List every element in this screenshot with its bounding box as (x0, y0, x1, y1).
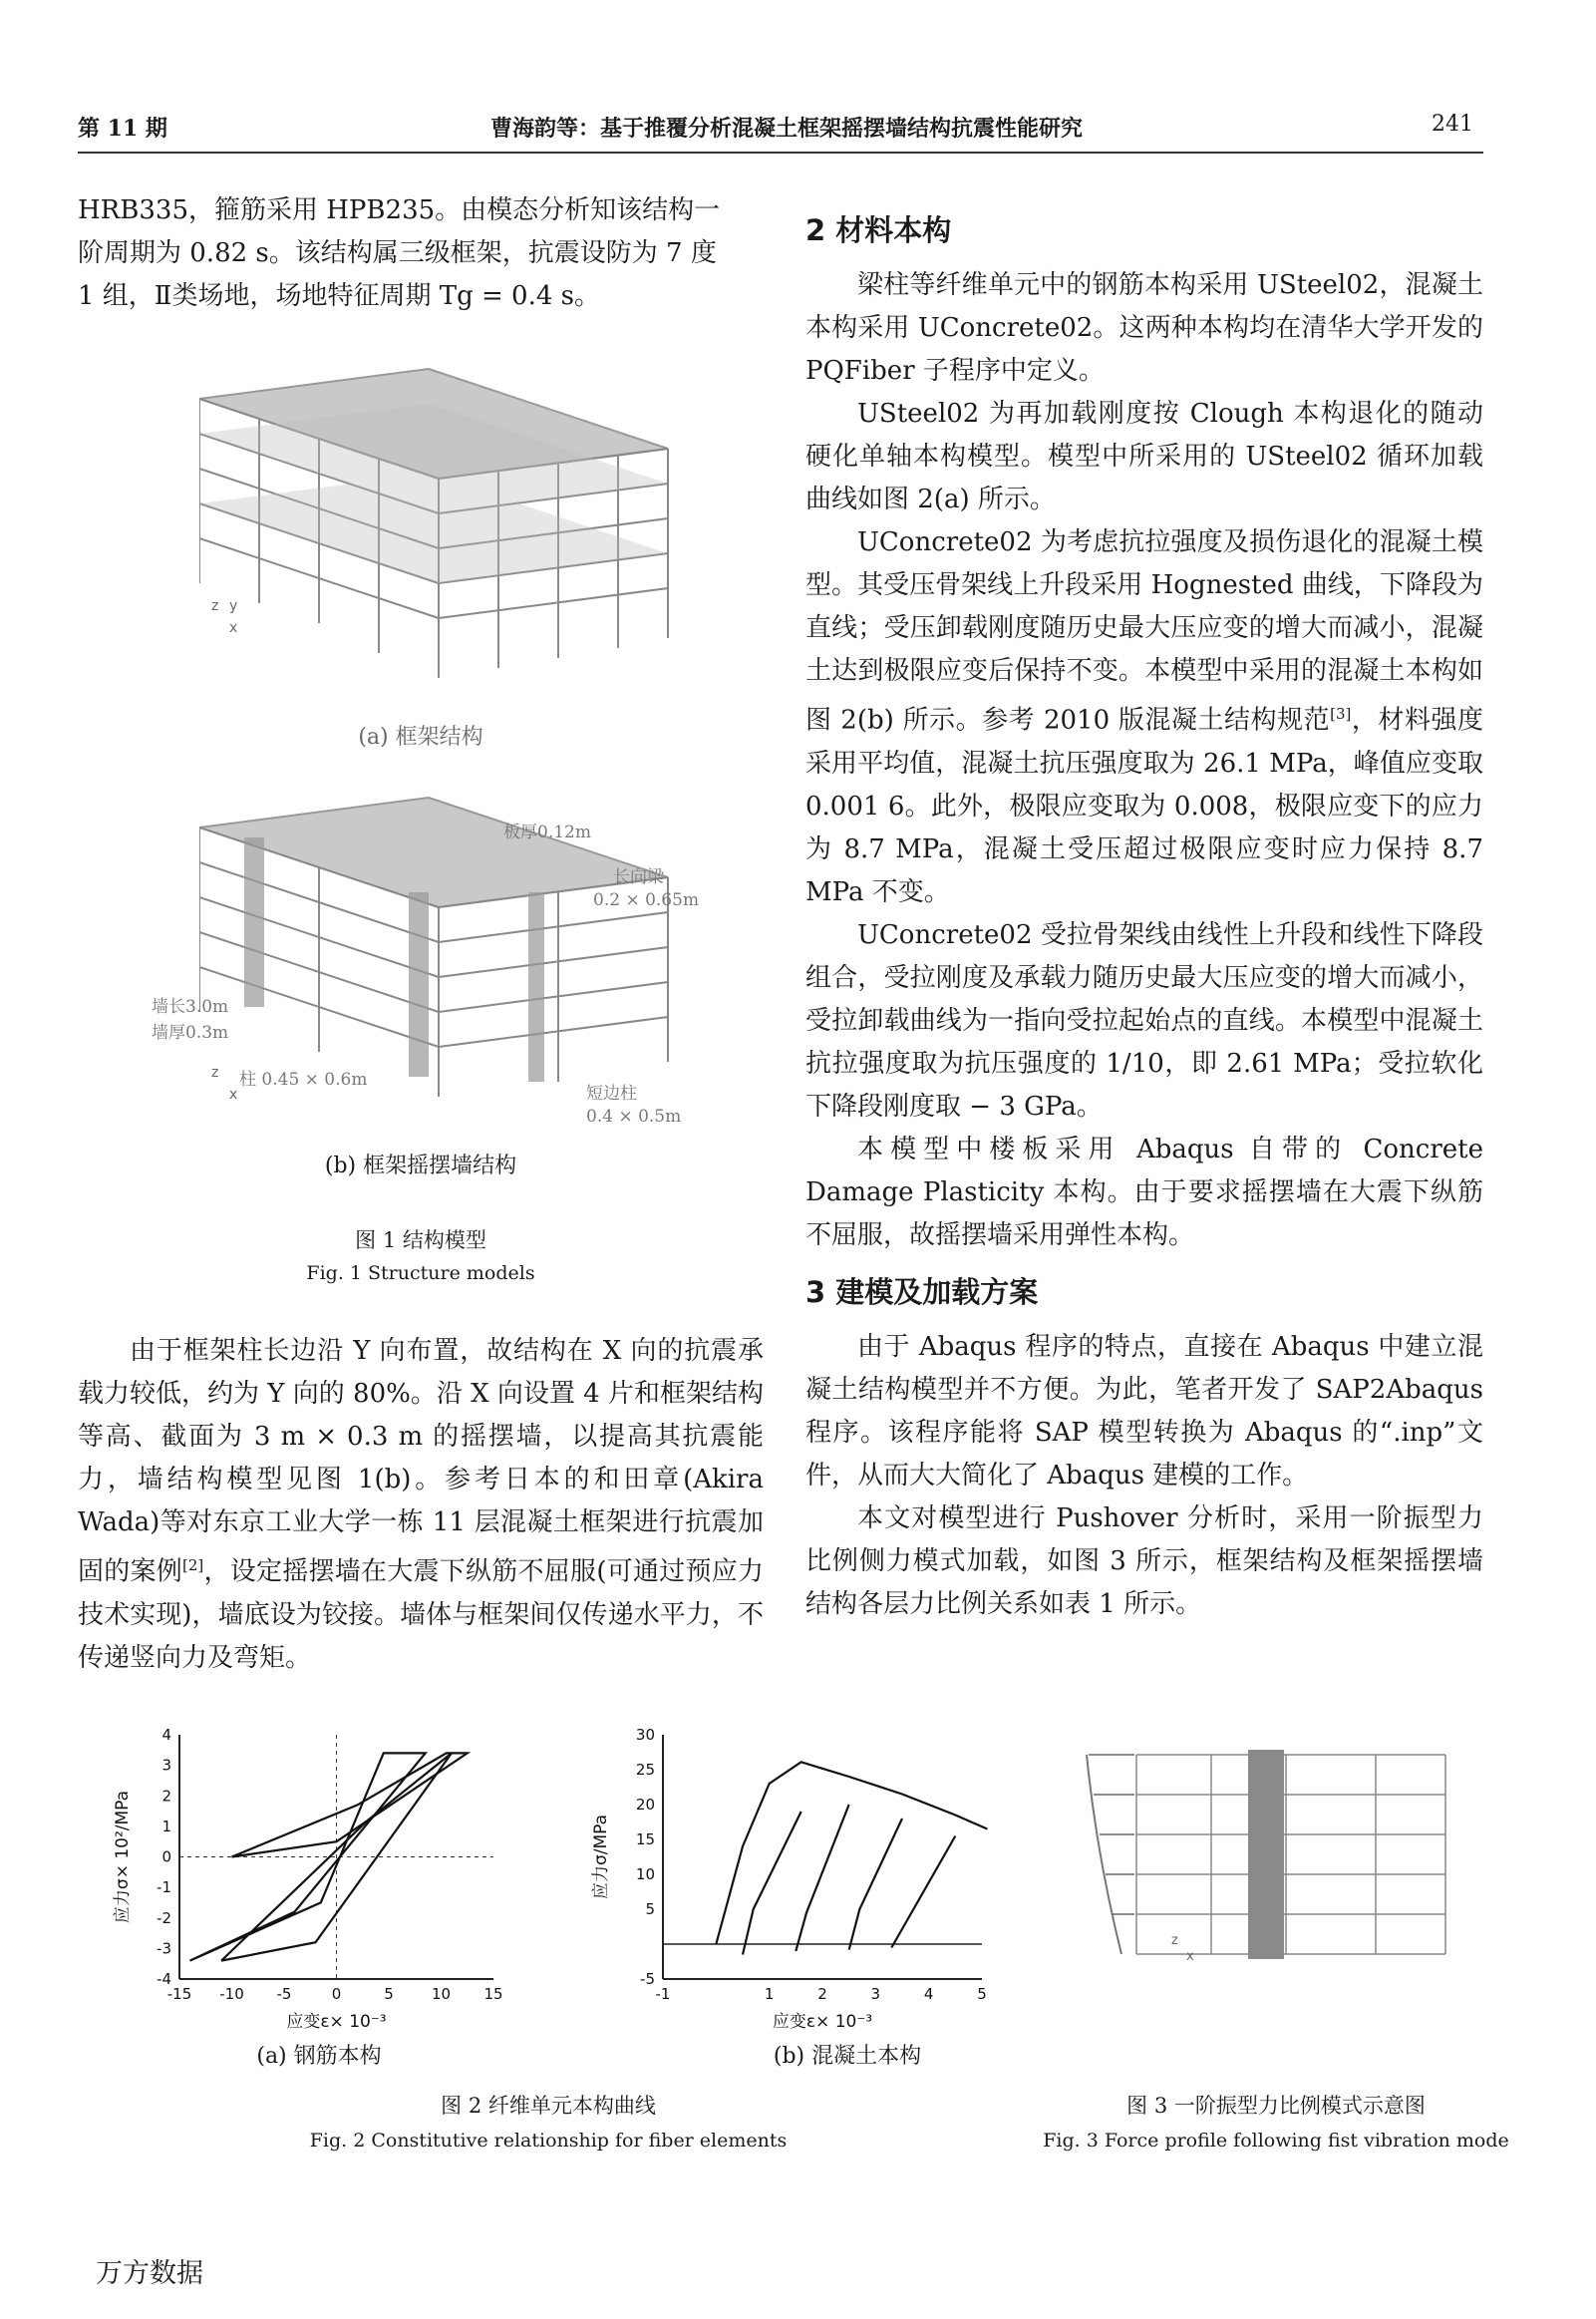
axis-z-label: z (211, 598, 219, 614)
y-tick-label: -3 (157, 1939, 171, 1958)
paragraph: USteel02 为再加载刚度按 Clough 本构退化的随动硬化单轴本构模型。模型中所采用的 USteel02 循环加载曲线如图 2(a) 所示。 (805, 399, 1483, 514)
short-column-annotation: 短边柱 (586, 1084, 637, 1104)
section-2-heading: 2 材料本构 (805, 213, 952, 247)
figure-3-caption-cn: 图 3 一阶振型力比例模式示意图 (1126, 2094, 1426, 2118)
y-tick-label: 3 (161, 1756, 171, 1775)
paragraph: UConcrete02 受拉骨架线由线性上升段和线性下降段组合，受拉刚度及承载力随历史最大压应变的增大而减小，受拉卸载曲线为一指向受拉起始点的直线。本模型中混凝土抗拉强度取为抗压强度的 1/10，即 2.61 MPa；受拉软化下降段刚度取 − 3 GPa。 (805, 919, 1483, 1122)
column-size-annotation: 柱 0.45 × 0.6m (239, 1070, 368, 1090)
y-tick-label: -4 (157, 1970, 171, 1988)
axis-y-label: y (229, 598, 238, 614)
figure-1a-frame-model (199, 349, 718, 688)
long-beam-size-annotation: 0.2 × 0.65m (593, 890, 700, 910)
paragraph (805, 521, 1483, 914)
left-top-paragraph (78, 189, 764, 318)
paragraph-text: ，设定摇摆墙在大震下纵筋不屈服(可通过预应力技术实现)，墙底设为铰接。墙体与框架间仅传递水平力，不传递竖向力及弯矩。 (78, 1556, 764, 1673)
left-bottom-paragraph (78, 1330, 764, 1680)
citation-ref: [3] (1330, 705, 1352, 723)
x-tick-label: -5 (276, 1985, 292, 2003)
citation-ref: [2] (182, 1556, 204, 1574)
header-rule (78, 152, 1483, 154)
y-axis-label: 应力σ× 10²/MPa (113, 1790, 133, 1924)
x-axis-label: 应变ε× 10⁻³ (772, 2012, 873, 2032)
paragraph: 本模型中楼板采用 Abaqus 自带的 Concrete Damage Plasticity 本构。由于要求摇摆墙在大震下纵筋不屈服，故摇摆墙采用弹性本构。 (805, 1134, 1483, 1250)
text-line: 阶周期为 0.82 s。该结构属三级框架，抗震设防为 7 度 (78, 238, 717, 268)
series-line (849, 1819, 902, 1950)
paragraph: 梁柱等纤维单元中的钢筋本构采用 USteel02，混凝土本构采用 UConcrete02。这两种本构均在清华大学开发的 PQFiber 子程序中定义。 (805, 270, 1483, 386)
y-tick-label: -2 (157, 1908, 171, 1927)
figure-2a-steel-chart (110, 1720, 528, 2049)
x-tick-label: 4 (923, 1985, 934, 2003)
y-tick-label: 4 (161, 1726, 171, 1744)
y-tick-label: 15 (635, 1830, 655, 1848)
figure-2a-caption: (a) 钢筋本构 (256, 2044, 382, 2069)
page-number: 241 (1432, 112, 1473, 137)
series-line (796, 1805, 848, 1951)
figure-1-caption-en: Fig. 1 Structure models (306, 1262, 535, 1284)
x-tick-label: 3 (870, 1985, 881, 2003)
section-3-heading: 3 建模及加载方案 (805, 1274, 1039, 1309)
x-tick-label: 2 (817, 1985, 827, 2003)
paragraph: 本文对模型进行 Pushover 分析时，采用一阶振型力比例侧力模式加载，如图 3 所示，框架结构及框架摇摆墙结构各层力比例关系如表 1 所示。 (805, 1502, 1483, 1619)
series-line (743, 1812, 801, 1955)
y-tick-label: 20 (635, 1796, 655, 1814)
figure-2b-caption: (b) 混凝土本构 (773, 2044, 922, 2069)
wall-thickness-annotation: 墙厚0.3m (152, 1023, 229, 1043)
x-tick-label: 10 (431, 1985, 452, 2003)
figure-1b-caption: (b) 框架摇摆墙结构 (324, 1154, 517, 1178)
series-line (891, 1836, 955, 1948)
y-tick-label: 25 (635, 1761, 655, 1779)
figure-1-caption-cn: 图 1 结构模型 (355, 1228, 486, 1252)
figure-2b-concrete-chart (588, 1720, 1007, 2049)
axis-z-label: z (211, 1065, 219, 1081)
x-tick-label: 5 (384, 1985, 394, 2003)
text-line: 1 组，Ⅱ类场地，场地特征周期 Tg = 0.4 s。 (78, 281, 600, 311)
x-tick-label: -10 (219, 1985, 244, 2003)
y-tick-label: 0 (161, 1847, 171, 1866)
text-line: HRB335，箍筋采用 HPB235。由模态分析知该结构一 (78, 195, 721, 225)
figure-1b-rocking-wall-model (199, 778, 718, 1107)
short-column-size-annotation: 0.4 × 0.5m (586, 1107, 682, 1127)
right-column (805, 209, 1483, 1626)
issue-number: 第 11 期 (78, 116, 167, 142)
y-tick-label: 1 (161, 1817, 171, 1835)
x-tick-label: -15 (166, 1985, 192, 2003)
paragraph-text: ，材料强度采用平均值，混凝土抗压强度取为 26.1 MPa，峰值应变取 0.001 6。此外，极限应变取为 0.008，极限应变下的应力为 8.7 MPa，混凝土受压超过极限应变时应力保持 8.7 MPa 不变。 (805, 705, 1483, 907)
figure-1a-caption: (a) 框架结构 (358, 725, 483, 750)
paragraph-text: UConcrete02 为考虑抗拉强度及损伤退化的混凝土模型。其受压骨架线上升段采用 Hognested 曲线，下降段为直线；受压卸载刚度随历史最大压应变的增大而减小，混凝土达到极限应变后保持不变。本模型中采用的混凝土本构如图 2(b) 所示。参考 2010 版混凝土结构规范 (805, 527, 1483, 736)
figure-3-force-profile (1077, 1735, 1475, 1974)
figure-2-caption-cn: 图 2 纤维单元本构曲线 (441, 2094, 656, 2118)
y-axis-label: 应力σ/MPa (591, 1814, 611, 1900)
paragraph-text: 由于框架柱长边沿 Y 向布置，故结构在 X 向的抗震承载力较低，约为 Y 向的 80%。沿 X 向设置 4 片和框架结构等高、截面为 3 m × 0.3 m 的摇摆墙，以提高其抗震能力，墙结构模型见图 1(b)。参考日本的和田章(Akira Wada)等对东京工业大学一栋 11 层混凝土框架进行抗震加固的案例 (78, 1336, 764, 1587)
x-tick-label: -1 (655, 1985, 671, 2003)
x-tick-label: 15 (483, 1985, 503, 2003)
x-axis-label: 应变ε× 10⁻³ (286, 2012, 387, 2032)
y-tick-label: 2 (161, 1787, 171, 1806)
figure-3-caption-en: Fig. 3 Force profile following fist vibration mode (1043, 2130, 1509, 2152)
axis-z-label: z (1171, 1933, 1178, 1948)
axis-x-label: x (1186, 1949, 1194, 1964)
y-tick-label: 30 (635, 1726, 655, 1744)
running-title: 曹海韵等：基于推覆分析混凝土框架摇摆墙结构抗震性能研究 (490, 116, 1084, 142)
y-tick-label: -1 (157, 1878, 171, 1897)
wall-length-annotation: 墙长3.0m (152, 997, 229, 1017)
axis-x-label: x (229, 1087, 238, 1103)
y-tick-label: -5 (640, 1970, 655, 1988)
slab-thickness-annotation: 板厚0.12m (503, 823, 591, 842)
footer-watermark: 万方数据 (96, 2258, 203, 2289)
y-tick-label: 10 (635, 1865, 655, 1883)
long-beam-annotation: 长向梁 (613, 867, 664, 887)
figure-2-caption-en: Fig. 2 Constitutive relationship for fiber elements (309, 2130, 788, 2152)
paragraph: 由于 Abaqus 程序的特点，直接在 Abaqus 中建立混凝土结构模型并不方便。为此，笔者开发了 SAP2Abaqus 程序。该程序能将 SAP 模型转换为 Abaqus 的“.inp”文件，从而大大简化了 Abaqus 建模的工作。 (805, 1331, 1483, 1491)
axis-x-label: x (229, 620, 238, 636)
x-tick-label: 5 (977, 1985, 987, 2003)
x-tick-label: 1 (764, 1985, 775, 2003)
x-tick-label: 0 (331, 1985, 342, 2003)
y-tick-label: 5 (645, 1900, 655, 1918)
